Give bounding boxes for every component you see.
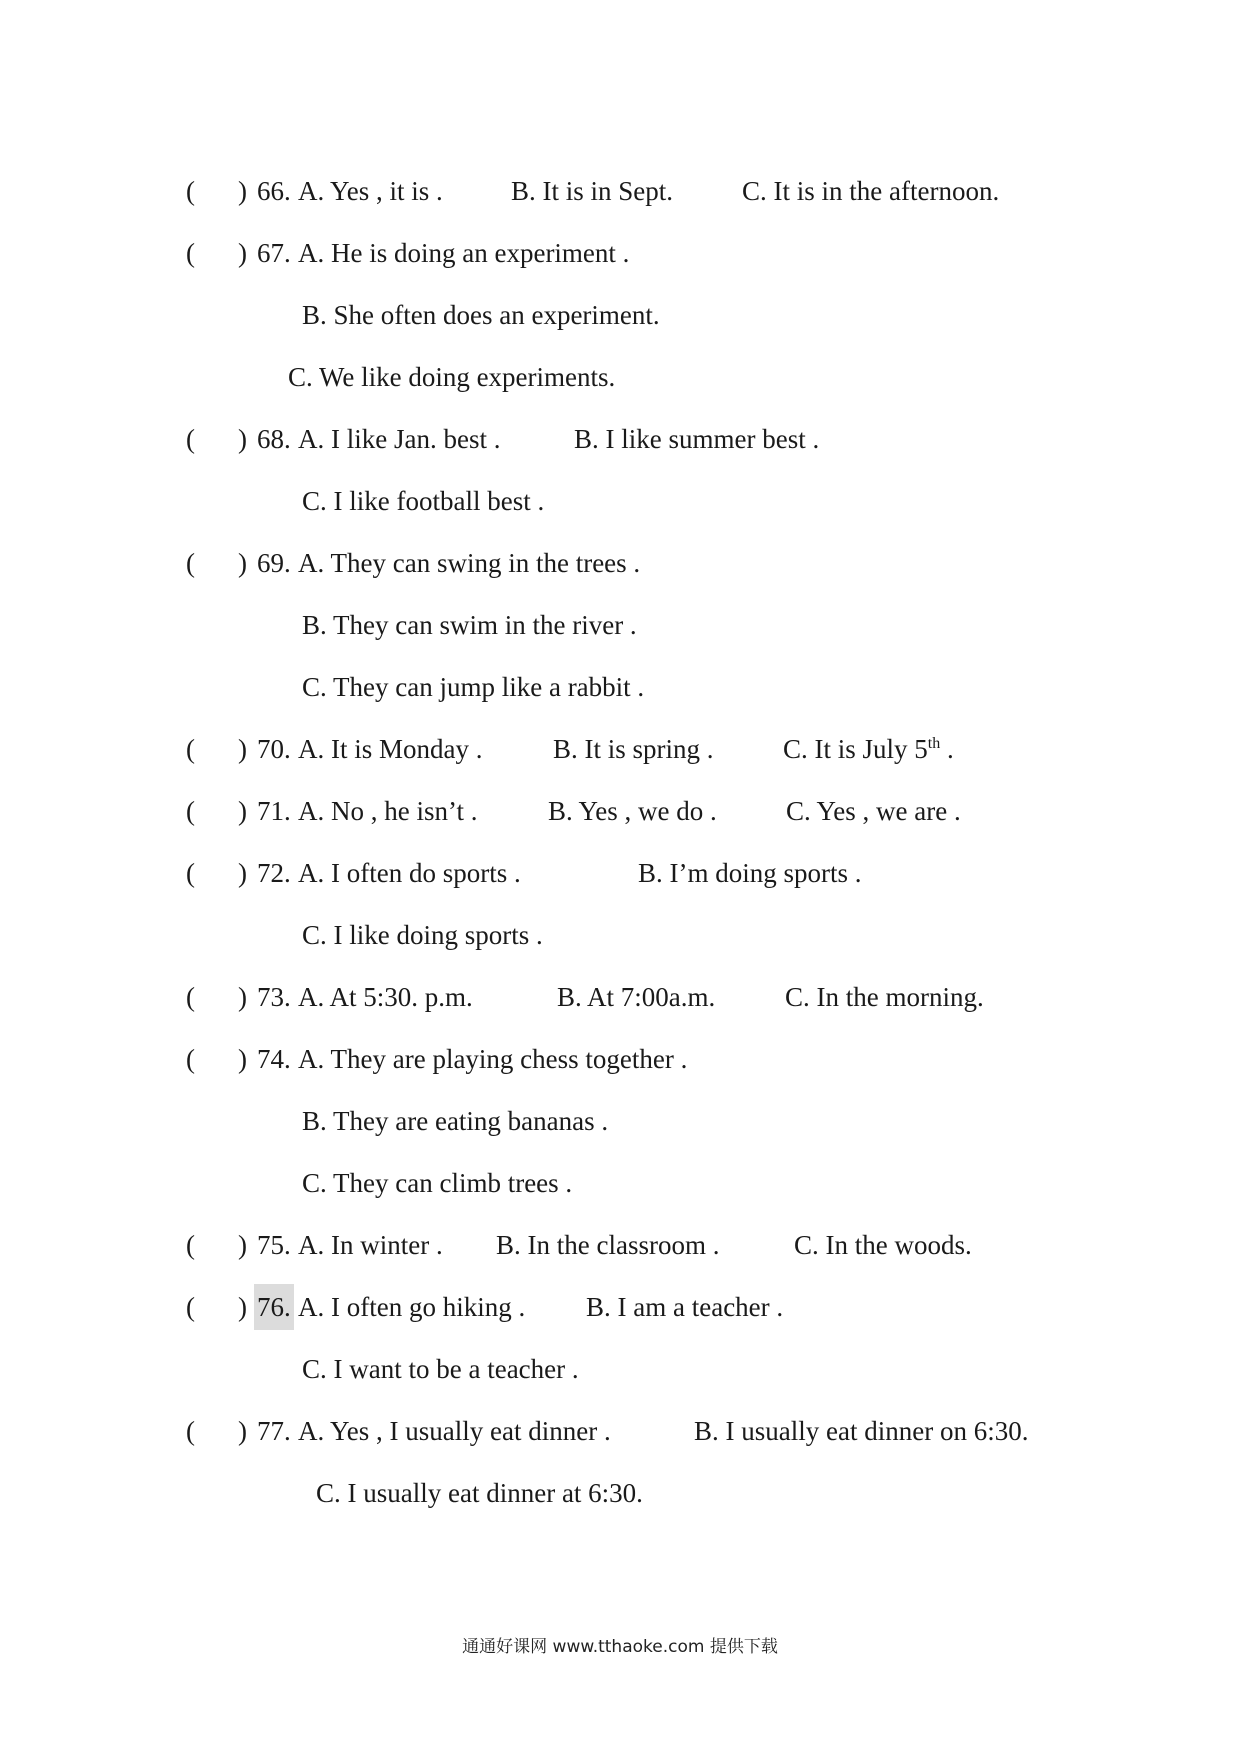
question-number: 73. — [257, 982, 291, 1012]
option-b: B. I like summer best . — [574, 424, 820, 454]
option-c: C. It is in the afternoon. — [742, 176, 1000, 206]
option-a: A. In winter . — [298, 1230, 443, 1260]
option-b: B. It is spring . — [553, 734, 714, 764]
option-c: C. They can climb trees . — [302, 1168, 573, 1198]
answer-bracket-close: ) — [238, 176, 247, 206]
question-number: 67. — [257, 238, 291, 268]
option-b: B. They can swim in the river . — [302, 610, 637, 640]
option-c: C. I want to be a teacher . — [302, 1354, 579, 1384]
answer-bracket-open: ( — [186, 548, 195, 578]
question-number: 75. — [257, 1230, 291, 1260]
option-c: C. We like doing experiments. — [288, 362, 616, 392]
answer-bracket-close: ) — [238, 1044, 247, 1074]
option-a: A. They can swing in the trees . — [298, 548, 641, 578]
answer-bracket-open: ( — [186, 1230, 195, 1260]
option-a: A. Yes , I usually eat dinner . — [298, 1416, 611, 1446]
option-a: A. I often go hiking . — [298, 1292, 526, 1322]
answer-bracket-open: ( — [186, 1292, 195, 1322]
answer-bracket-open: ( — [186, 982, 195, 1012]
answer-bracket-close: ) — [238, 1230, 247, 1260]
question-number: 77. — [257, 1416, 291, 1446]
option-a: A. I often do sports . — [298, 858, 521, 888]
option-b: B. At 7:00a.m. — [557, 982, 716, 1012]
answer-bracket-open: ( — [186, 238, 195, 268]
option-b: B. In the classroom . — [496, 1230, 720, 1260]
question-number: 68. — [257, 424, 291, 454]
option-c: C. In the morning. — [785, 982, 984, 1012]
answer-bracket-open: ( — [186, 734, 195, 764]
option-a: A. He is doing an experiment . — [298, 238, 630, 268]
option-c: C. They can jump like a rabbit . — [302, 672, 645, 702]
option-a: A. No , he isn’t . — [298, 796, 478, 826]
question-number: 71. — [257, 796, 291, 826]
answer-bracket-open: ( — [186, 858, 195, 888]
answer-bracket-close: ) — [238, 238, 247, 268]
answer-bracket-close: ) — [238, 548, 247, 578]
option-c-period: . — [940, 734, 954, 764]
question-number: 74. — [257, 1044, 291, 1074]
question-number-highlighted: 76. — [254, 1284, 294, 1330]
option-c: C. In the woods. — [794, 1230, 972, 1260]
option-b: B. I am a teacher . — [586, 1292, 784, 1322]
answer-bracket-close: ) — [238, 734, 247, 764]
question-number: 72. — [257, 858, 291, 888]
option-a: A. Yes , it is . — [298, 176, 443, 206]
answer-bracket-close: ) — [238, 858, 247, 888]
option-b: B. I’m doing sports . — [638, 858, 862, 888]
option-c: C. I like doing sports . — [302, 920, 543, 950]
footer-watermark: 通通好课网 www.tthaoke.com 提供下载 — [462, 1637, 778, 1657]
option-a: A. It is Monday . — [298, 734, 483, 764]
answer-bracket-open: ( — [186, 796, 195, 826]
option-c: C. I usually eat dinner at 6:30. — [316, 1478, 643, 1508]
option-c-text: C. It is July 5 — [783, 734, 928, 764]
option-b: B. Yes , we do . — [548, 796, 717, 826]
option-b: B. She often does an experiment. — [302, 300, 660, 330]
option-a: A. I like Jan. best . — [298, 424, 501, 454]
answer-bracket-open: ( — [186, 176, 195, 206]
answer-bracket-open: ( — [186, 1416, 195, 1446]
option-b: B. They are eating bananas . — [302, 1106, 609, 1136]
question-number: 66. — [257, 176, 291, 206]
answer-bracket-close: ) — [238, 1416, 247, 1446]
answer-bracket-close: ) — [238, 982, 247, 1012]
question-number: 70. — [257, 734, 291, 764]
option-a: A. They are playing chess together . — [298, 1044, 688, 1074]
option-c: C. Yes , we are . — [786, 796, 961, 826]
ordinal-suffix: th — [927, 735, 941, 752]
option-c: C. I like football best . — [302, 486, 545, 516]
answer-bracket-close: ) — [238, 796, 247, 826]
answer-bracket-open: ( — [186, 1044, 195, 1074]
answer-bracket-close: ) — [238, 424, 247, 454]
option-c — [783, 732, 954, 766]
option-b: B. It is in Sept. — [511, 176, 674, 206]
answer-bracket-close: ) — [238, 1292, 247, 1322]
question-number: 69. — [257, 548, 291, 578]
option-a: A. At 5:30. p.m. — [298, 982, 473, 1012]
answer-bracket-open: ( — [186, 424, 195, 454]
option-b: B. I usually eat dinner on 6:30. — [694, 1416, 1029, 1446]
